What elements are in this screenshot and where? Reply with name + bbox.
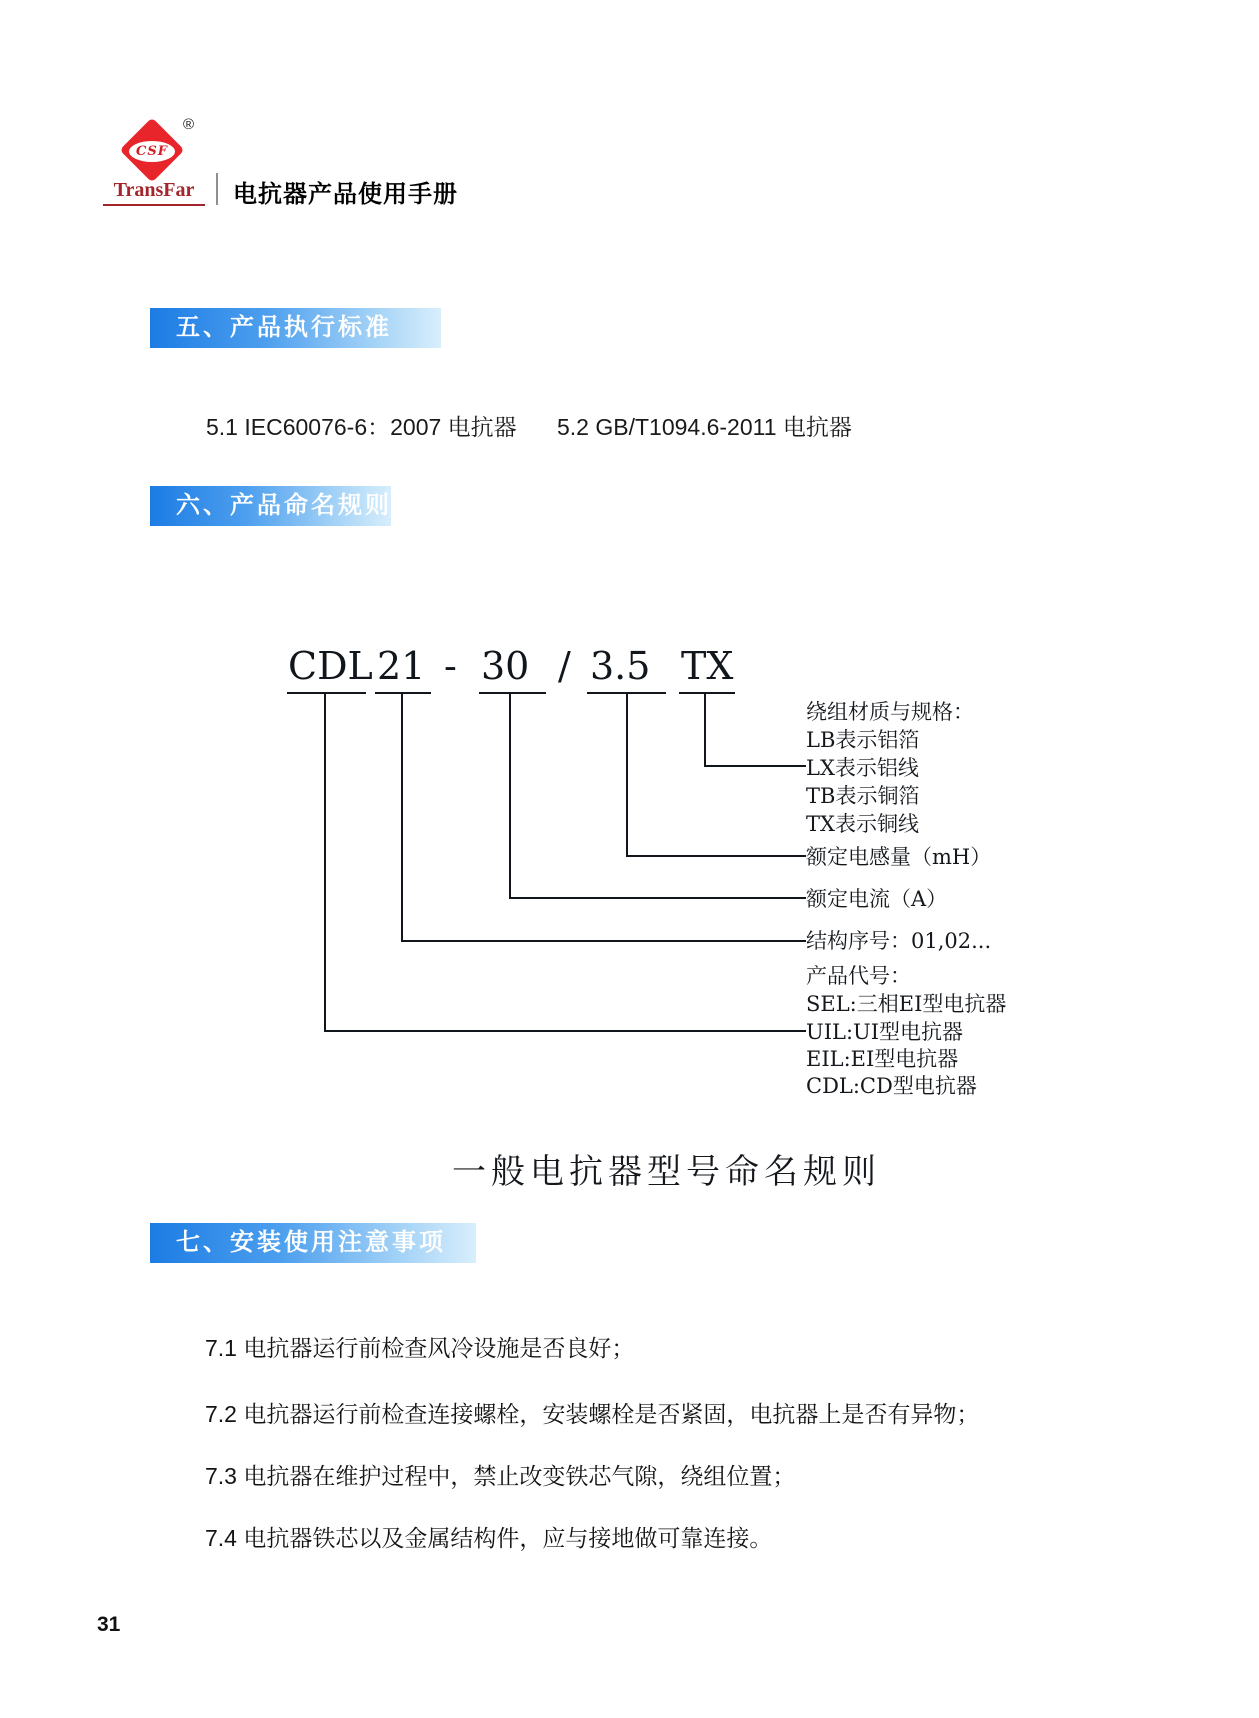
model-dash-separator: - xyxy=(444,644,457,688)
annotation-product-code-header: 产品代号： xyxy=(806,964,911,988)
model-code-token: CDL xyxy=(288,644,373,688)
standard-iec: 5.1 IEC60076-6：2007 电抗器 xyxy=(206,414,517,440)
connector-hline-winding xyxy=(704,765,806,767)
model-current-token: 30 xyxy=(481,644,530,688)
page-number: 31 xyxy=(97,1613,121,1636)
token-underline-code xyxy=(287,692,366,694)
standard-gb: 5.2 GB/T1094.6-2011 电抗器 xyxy=(557,414,852,440)
header-divider xyxy=(216,173,218,205)
registered-trademark-icon: ® xyxy=(183,116,195,133)
model-winding-token: TX xyxy=(681,644,734,688)
section6-heading-bar: 六、产品命名规则 xyxy=(150,486,391,526)
annotation-sel: SEL:三相EI型电抗器 xyxy=(806,992,1007,1016)
csf-logo-mark: CSF xyxy=(136,144,168,159)
annotation-current: 额定电流（A） xyxy=(806,887,948,911)
annotation-winding-header: 绕组材质与规格： xyxy=(806,700,974,724)
model-serial-token: 21 xyxy=(377,644,426,688)
note-item-3: 7.3 电抗器在维护过程中，禁止改变铁芯气隙，绕组位置； xyxy=(205,1463,796,1489)
section5-heading-bar: 五、产品执行标准 xyxy=(150,308,441,348)
brand-name: TransFar xyxy=(103,179,205,206)
annotation-structure-serial: 结构序号：01,02... xyxy=(806,929,992,953)
annotation-uil: UIL:UI型电抗器 xyxy=(806,1020,964,1044)
token-underline-serial xyxy=(375,692,431,694)
connector-hline-inductance xyxy=(626,855,806,857)
connector-vline-inductance xyxy=(626,694,628,857)
connector-hline-serial xyxy=(401,940,806,942)
annotation-tx: TX表示铜线 xyxy=(806,812,919,836)
connector-vline-winding xyxy=(704,694,706,767)
note-item-2: 7.2 电抗器运行前检查连接螺栓，安装螺栓是否紧固，电抗器上是否有异物； xyxy=(205,1401,980,1427)
annotation-tb: TB表示铜箔 xyxy=(806,784,920,808)
token-underline-winding xyxy=(679,692,735,694)
document-title: 电抗器产品使用手册 xyxy=(233,181,458,208)
annotation-cdl: CDL:CD型电抗器 xyxy=(806,1074,977,1098)
note-item-1: 7.1 电抗器运行前检查风冷设施是否良好； xyxy=(205,1335,635,1361)
model-slash-separator: / xyxy=(558,644,571,688)
connector-vline-serial xyxy=(401,694,403,942)
csf-logo-oval xyxy=(129,141,175,162)
connector-vline-current xyxy=(509,694,511,899)
annotation-eil: EIL:EI型电抗器 xyxy=(806,1047,959,1071)
connector-hline-current xyxy=(509,897,806,899)
model-inductance-token: 3.5 xyxy=(590,644,651,688)
note-item-4: 7.4 电抗器铁芯以及金属结构件，应与接地做可靠连接。 xyxy=(205,1525,773,1551)
connector-hline-code xyxy=(324,1030,806,1032)
annotation-inductance: 额定电感量（mH） xyxy=(806,845,992,869)
annotation-lx: LX表示铝线 xyxy=(806,756,919,780)
token-underline-current xyxy=(479,692,546,694)
section7-heading-bar: 七、安装使用注意事项 xyxy=(150,1223,476,1263)
diagram-caption: 一般电抗器型号命名规则 xyxy=(452,1152,881,1192)
connector-vline-code xyxy=(324,694,326,1032)
annotation-lb: LB表示铝箔 xyxy=(806,728,920,752)
